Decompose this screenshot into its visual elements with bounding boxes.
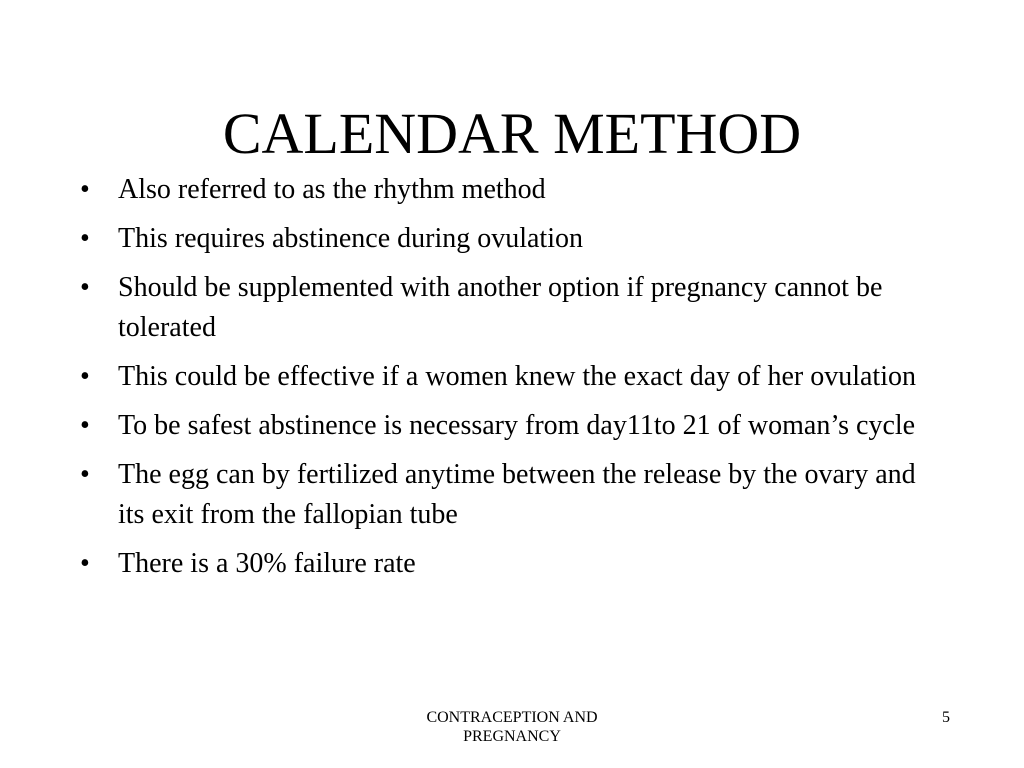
bullet-dot-icon: •: [80, 223, 90, 254]
footer-title: CONTRACEPTION AND PREGNANCY: [426, 709, 598, 745]
bullet-list: [80, 170, 940, 593]
bullet-item: [80, 455, 940, 535]
bullet-text: There is a 30% failure rate: [118, 548, 416, 579]
bullet-item: [80, 544, 940, 584]
bullet-text: This requires abstinence during ovulation: [118, 223, 583, 254]
bullet-text: The egg can by fertilized anytime between the release by the ovary and its exit from the fallopian tube: [118, 459, 916, 530]
bullet-dot-icon: •: [80, 174, 90, 205]
bullet-dot-icon: •: [80, 459, 90, 490]
bullet-item: [80, 357, 940, 397]
bullet-text: This could be effective if a women knew the exact day of her ovulation: [118, 361, 916, 392]
page-number: 5: [942, 709, 950, 726]
bullet-item: [80, 219, 940, 259]
bullet-text: Should be supplemented with another option if pregnancy cannot be tolerated: [118, 272, 883, 343]
bullet-dot-icon: •: [80, 548, 90, 579]
bullet-dot-icon: •: [80, 272, 90, 303]
slide-title: CALENDAR METHOD: [222, 101, 802, 166]
bullet-dot-icon: •: [80, 410, 90, 441]
bullet-item: [80, 406, 940, 446]
bullet-item: [80, 170, 940, 210]
bullet-dot-icon: •: [80, 361, 90, 392]
bullet-item: [80, 268, 940, 348]
bullet-text: To be safest abstinence is necessary from day11to 21 of woman’s cycle: [118, 410, 916, 441]
bullet-text: Also referred to as the rhythm method: [118, 174, 546, 205]
